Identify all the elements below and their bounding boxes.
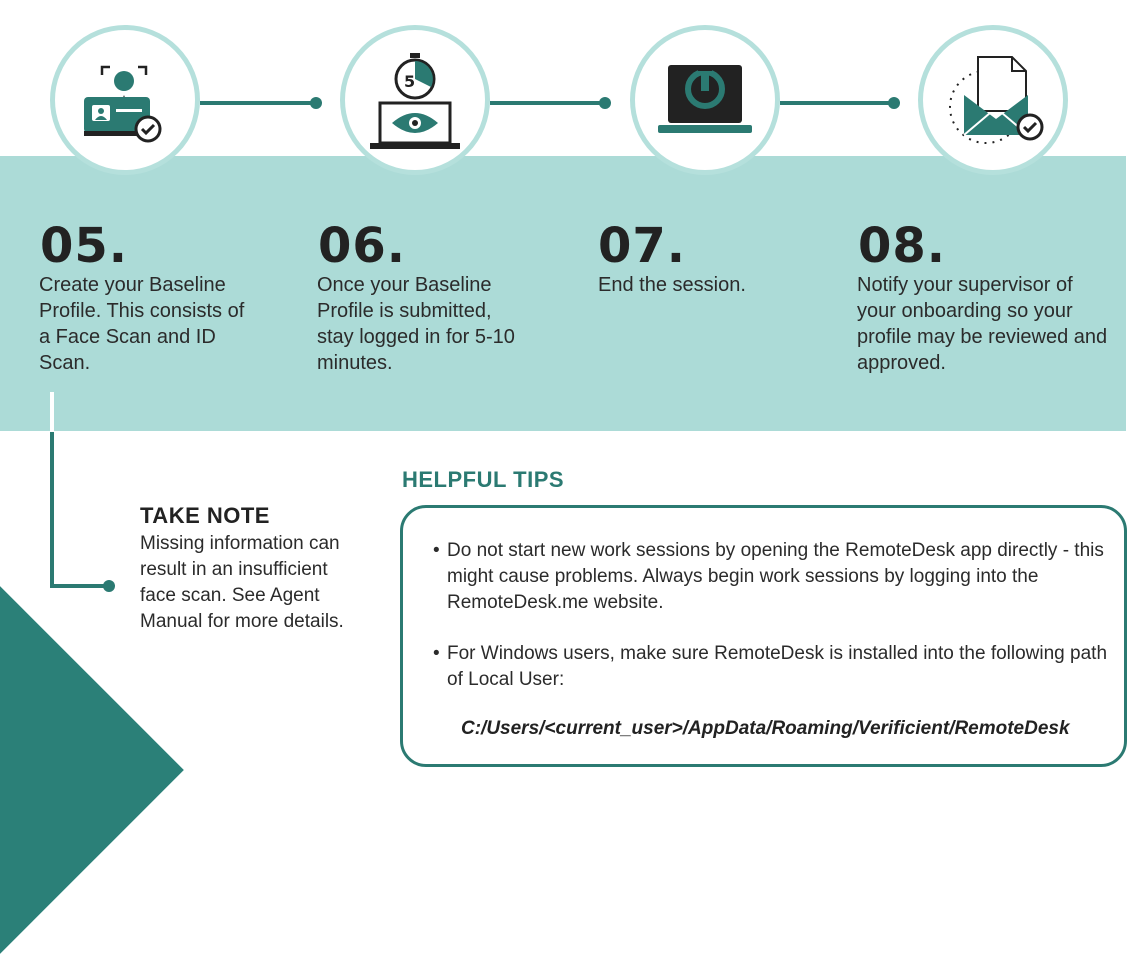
tip-item-1 [433,538,1107,616]
note-connector-top [50,392,54,432]
helpful-tips-box [400,505,1127,767]
step-3-text: End the session. [598,274,746,296]
id-card-face-scan-icon [70,45,180,155]
note-connector-dot [103,580,115,592]
tip-item-2 [433,641,1107,693]
tip-bullet-2: • [433,643,440,664]
tip-bullet-1: • [433,540,440,561]
corner-decoration [0,586,184,954]
laptop-power-icon [650,45,760,155]
step-1-circle [50,25,200,175]
step-2-text: Once your Baseline Profile is submitted, stay logged in for 5-10 minutes. [317,274,515,374]
step-2-number: 06. [318,218,407,274]
laptop-timer-icon [360,45,470,155]
take-note-title: TAKE NOTE [140,503,270,528]
take-note-body: Missing information can result in an insufficient face scan. See Agent Manual for more details. [140,533,344,632]
install-path: C:/Users/<current_user>/AppData/Roaming/Verificient/RemoteDesk [461,718,1070,739]
envelope-check-icon [938,45,1048,155]
step-4-circle [918,25,1068,175]
tip-text-1: Do not start new work sessions by opening the RemoteDesk app directly - this might cause problems. Always begin work sessions by logging into the RemoteDesk.me website. [447,540,1104,613]
step-4-number: 08. [858,218,947,274]
step-4-text: Notify your supervisor of your onboarding so your profile may be reviewed and approved. [857,274,1108,374]
step-1-number: 05. [40,218,129,274]
connector-dot-3 [888,97,900,109]
connector-dot-2 [599,97,611,109]
helpful-tips-title: HELPFUL TIPS [402,467,565,492]
tip-text-2: For Windows users, make sure RemoteDesk is installed into the following path of Local User: [447,643,1108,690]
step-1-text: Create your Baseline Profile. This consists of a Face Scan and ID Scan. [39,274,245,374]
connector-dot-1 [310,97,322,109]
connector-line-3 [780,101,895,105]
step-3-circle [630,25,780,175]
note-connector-horizontal [50,584,106,588]
step-3-number: 07. [598,218,687,274]
step-2-circle [340,25,490,175]
connector-line-2 [490,101,605,105]
timer-label: 5 [404,72,416,91]
connector-line-1 [200,101,315,105]
